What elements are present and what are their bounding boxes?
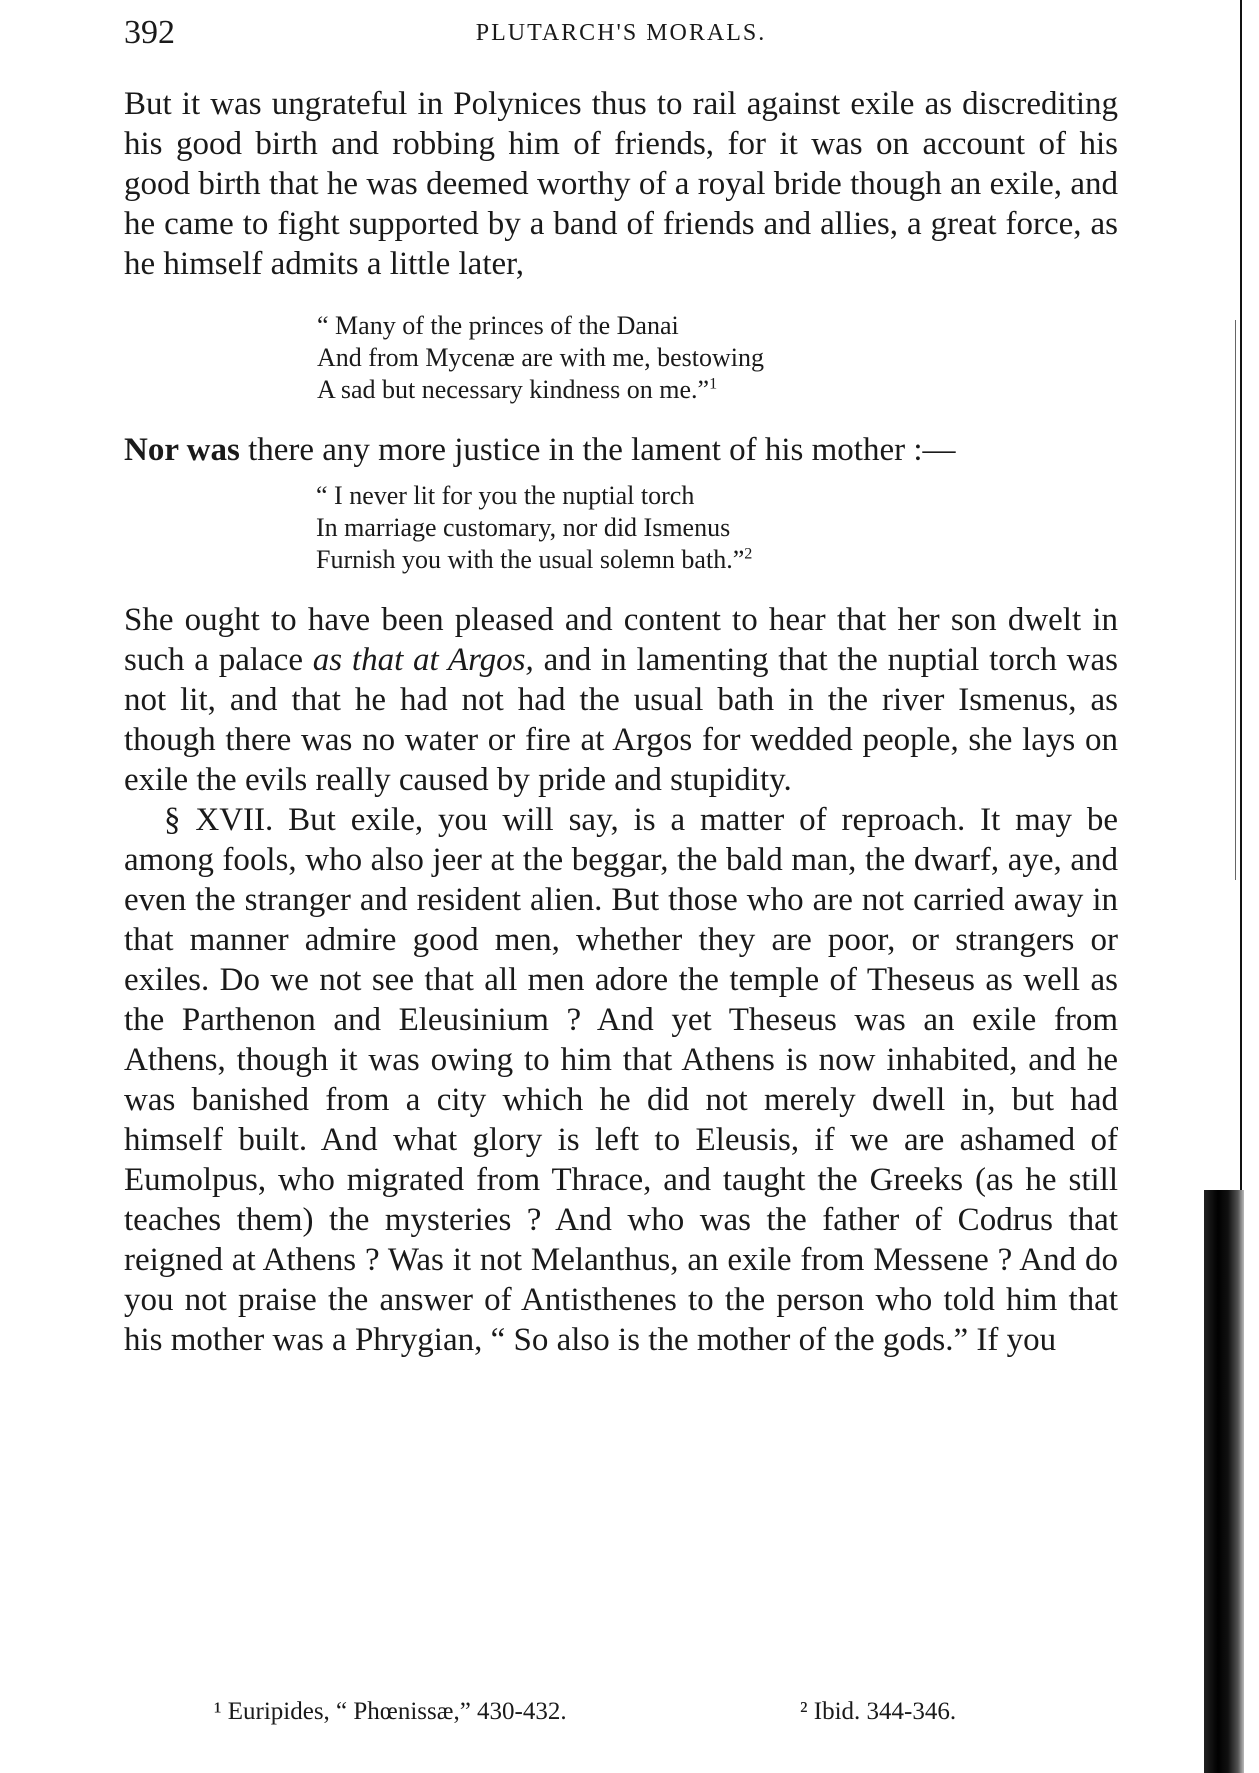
verse-quote-text: “ Many of the princes of the Danai And from Mycenæ are with me, bestowing A sad but necessary kindness on me.” <box>317 311 764 404</box>
paragraph-argos <box>124 600 1118 800</box>
scan-edge-line <box>1235 320 1236 880</box>
paragraph-text: She ought to have been pleased and content to hear that her son dwelt in such a palace <box>124 602 1118 678</box>
scan-shadow <box>1204 1190 1244 1773</box>
footnote-2: ² Ibid. 344-346. <box>800 1698 957 1725</box>
italic-phrase: as that at Argos, <box>312 642 534 678</box>
paragraph-polynices: But it was ungrateful in Polynices thus to rail against exile as discrediting his good birth and robbing him of friends, for it was on account of his good birth that he was deemed worthy of a royal bride though an exile, and he came to fight supported by a band of friends and allies, a great force, as he himself admits a little later, <box>124 86 1118 282</box>
verse-quote-danai <box>317 310 1118 406</box>
footnote-1: ¹ Euripides, “ Phœnissæ,” 430-432. <box>214 1698 567 1725</box>
page-number: 392 <box>124 14 175 51</box>
page-body <box>124 84 1118 1664</box>
paragraph-text: there any more justice in the lament of his mother :— <box>239 432 956 468</box>
paragraph-text: and in lamenting that the nuptial torch was not lit, and that he had not had the usual bath in the river Ismenus, as though there was no water or fire at Argos for wedded people, she lays on exile the evils really caused by pride and stupidity. <box>124 642 1118 798</box>
footnote-ref-2: 2 <box>744 545 753 563</box>
paragraph-lead: Nor was <box>124 432 240 468</box>
verse-quote-text: “ I never lit for you the nuptial torch In marriage customary, nor did Ismenus Furnish you with the usual solemn bath.” <box>316 481 745 574</box>
paragraph-section-xvii: § XVII. But exile, you will say, is a matter of reproach. It may be among fools, who also jeer at the beggar, the bald man, the dwarf, aye, and even the stranger and resident alien. But those who are not carried away in that manner admire good men, whether they are poor, or strangers or exiles. Do we not see that all men adore the temple of Theseus as well as the Parthenon and Eleusinium ? And yet Theseus was an exile from Athens, though it was owing to him that Athens is now inhabited, and he was banished from a city which he did not merely dwell in, but had himself built. And what glory is left to Eleusis, if we are ashamed of Eumolpus, who migrated from Thrace, and taught the Greeks (as he still teaches them) the mysteries ? And who was the father of Codrus that reigned at Athens ? Was it not Melanthus, an exile from Messene ? And do you not praise the answer of Antisthenes to the person who told him that his mother was a Phrygian, “ So also is the mother of the gods.” If you <box>124 802 1118 1358</box>
paragraph-lament <box>124 430 1118 470</box>
footnote-ref-1: 1 <box>709 375 718 393</box>
running-head: PLUTARCH'S MORALS. <box>475 20 767 46</box>
footnotes <box>124 1692 1118 1732</box>
verse-quote-torch <box>316 480 1118 576</box>
page-header <box>124 8 1118 58</box>
